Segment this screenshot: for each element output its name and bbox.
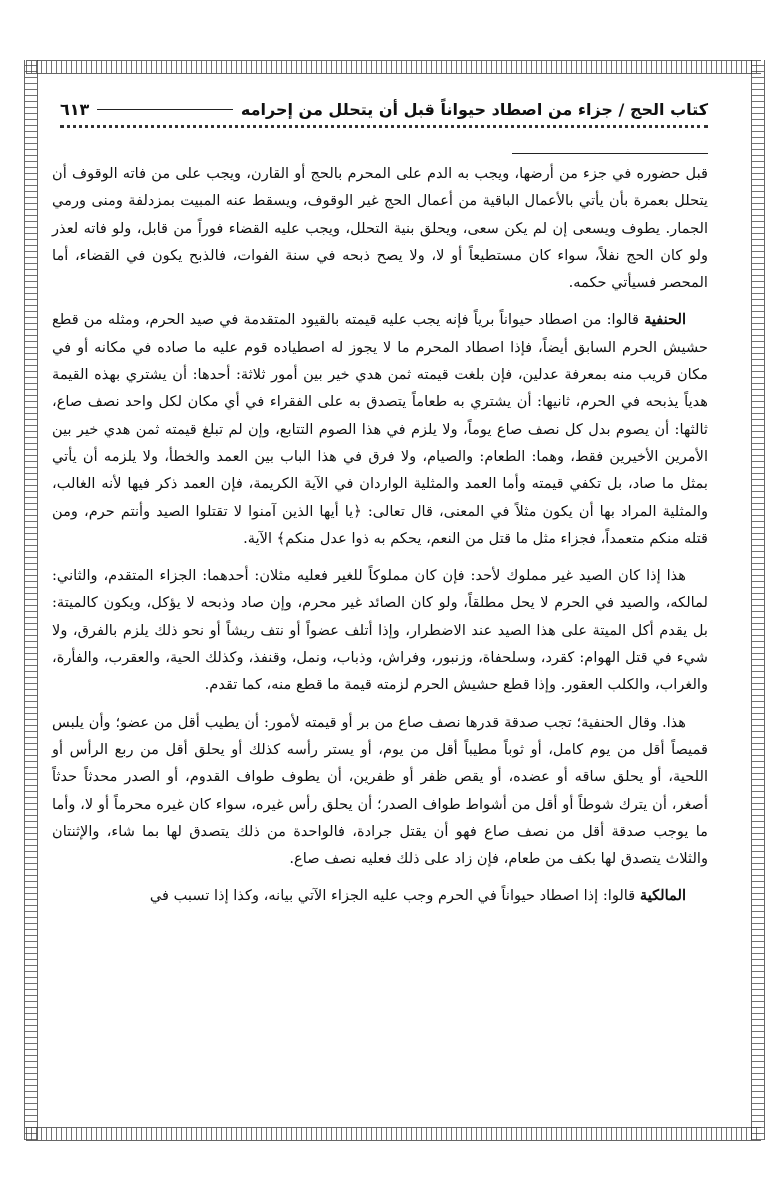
header-rule: [97, 109, 233, 110]
page-number: ٦١٣: [60, 99, 90, 119]
paragraph-text: قالوا: من اصطاد حيواناً برياً فإنه يجب عليه قيمته بالقيود المتقدمة في صيد الحرم، ومثله من قطع حشيش الحرم السابق أيضاً، فإذا اصطاد المحرم ما لا يجوز له اصطياده قوم عليه ما صاده في مكانه أو في مكان قريب منه بمعرفة عدلين، فإن بلغت قيمته ثمن هدي خير بين أمور ثلاثة: أحدها: أن يشتري بهذه القيمة هدياً يذبحه في الحرم، ثانيها: أن يشتري به طعاماً يتصدق به على الفقراء في أي مكان لكل واحد نصف صاع، ثالثها: أن يصوم بدل كل نصف صاع يوماً، ولا يلزم في هذا الصوم التتابع، وإن لم تبلغ قيمته ثمن هدي خير بين الأمرين الأخيرين فقط، وهما: الطعام: والصيام، ولا فرق في هذا الباب بين العمد والخطأ، ولا يلزمه أن يأتي بمثل ما صاد، بل تكفي قيمته وأما العمد والمثلية الواردان في الآية الكريمة، فإن العمد ذكر فيها لأنه الغالب، والمثلية المراد بها أن يكون مثلاً في المعنى، قال تعالى: ﴿يا أيها الذين آمنوا لا تقتلوا الصيد وأنتم حرم، ومن قتله منكم متعمداً، فجزاء مثل ما قتل من النعم، يحكم به ذوا عدل منكم﴾ الآية.: [52, 311, 708, 547]
paragraph-text: قبل حضوره في جزء من أرضها، ويجب به الدم على المحرم بالحج أو القارن، ويجب على من فاته الوقوف أن يتحلل بعمرة بأن يأتي بالأعمال الباقية من أعمال الحج غير الوقوف، ويسقط عنه المبيت بمزدلفة ومنى ورمي الجمار. يطوف ويسعى إن لم يكن سعى، ويحلق بنية التحلل، ويجب عليه القضاء فوراً من قابل، ولو فاته لعذر ولو كان الحج نفلاً، سواء كان مستطيعاً أو لا، ولا يصح ذبحه في سنة الفوات، فالذبح يكون في القضاء، أما المحصر فسيأتي حكمه.: [52, 165, 708, 292]
decorative-border-top: [26, 60, 761, 74]
running-title: كتاب الحج / جزاء من اصطاد حيواناً قبل أن يتحلل من إحرامه: [240, 99, 708, 119]
dotted-separator: [60, 125, 708, 128]
decorative-border-bottom: [26, 1127, 761, 1141]
paragraph-text: قالوا: إذا اصطاد حيواناً في الحرم وجب عليه الجزاء الآتي بيانه، وكذا إذا تسبب في: [149, 887, 640, 905]
page-header: [60, 94, 708, 124]
school-label: الحنفية: [644, 311, 686, 329]
footnote-rule: [512, 153, 708, 154]
decorative-border-left: [24, 60, 38, 1140]
paragraph-text: هذا. وقال الحنفية؛ تجب صدقة قدرها نصف صاع من بر أو قيمته لأمور: أن يطيب أقل من عضو؛ وأن يلبس قميصاً أقل من يوم كامل، أو ثوباً مطيباً أقل من يوم، أو يستر رأسه كذلك أو يحلق أقل من ربع الرأس أو اللحية، أو يحلق ساقه أو عضده، أو يقص ظفر أو ظفرين، أن يطوف طواف القدوم، أو الصدر محدثاً حدثاً أصغر، أن يترك شوطاً أو أقل من أشواط طواف الصدر؛ أن يحلق رأس غيره، سواء كان غيره محرماً أو لا، وأما ما يوجب صدقة أقل من نصف صاع فهو أن يقتل جرادة، فالواحدة من ذلك يتصدق لها بما شاء، والإثنتان والثلاث يتصدق لها بكف من طعام، فإن زاد على ذلك فعليه نصف صاع.: [52, 713, 708, 868]
paragraph-charity: [52, 709, 708, 873]
paragraph-malikiyya: [52, 882, 708, 909]
decorative-border-right: [751, 60, 765, 1140]
paragraph-owned-game: [52, 562, 708, 698]
body-text: [52, 160, 708, 920]
paragraph-text: هذا إذا كان الصيد غير مملوك لأحد: فإن كان مملوكاً للغير فعليه مثلان: أحدهما: الجزاء المتقدم، والثاني: لمالكه، والصيد في الحرم لا يحل مطلقاً، ولو كان الصائد غير محرم، وإن صاد وذبحه لا يؤكل، ويكون كالميتة: بل يقدم أكل الميتة على هذا الصيد عند الاضطرار، وإذا أتلف عضواً أو نتف ريشاً أو نحو ذلك يلزم بالفرق، ولا شيء في قتل الهوام: كقرد، وسلحفاة، وزنبور، وفراش، وذباب، ونمل، وقنفذ، وكذلك الحية، والعقرب، والفأرة، والغراب، والكلب العقور. وإذا قطع حشيش الحرم لزمته قيمة ما قطع منه، كما تقدم.: [52, 567, 708, 694]
school-label: المالكية: [639, 887, 686, 905]
paragraph-continuation: [52, 160, 708, 296]
paragraph-hanafiyya: [52, 306, 708, 552]
